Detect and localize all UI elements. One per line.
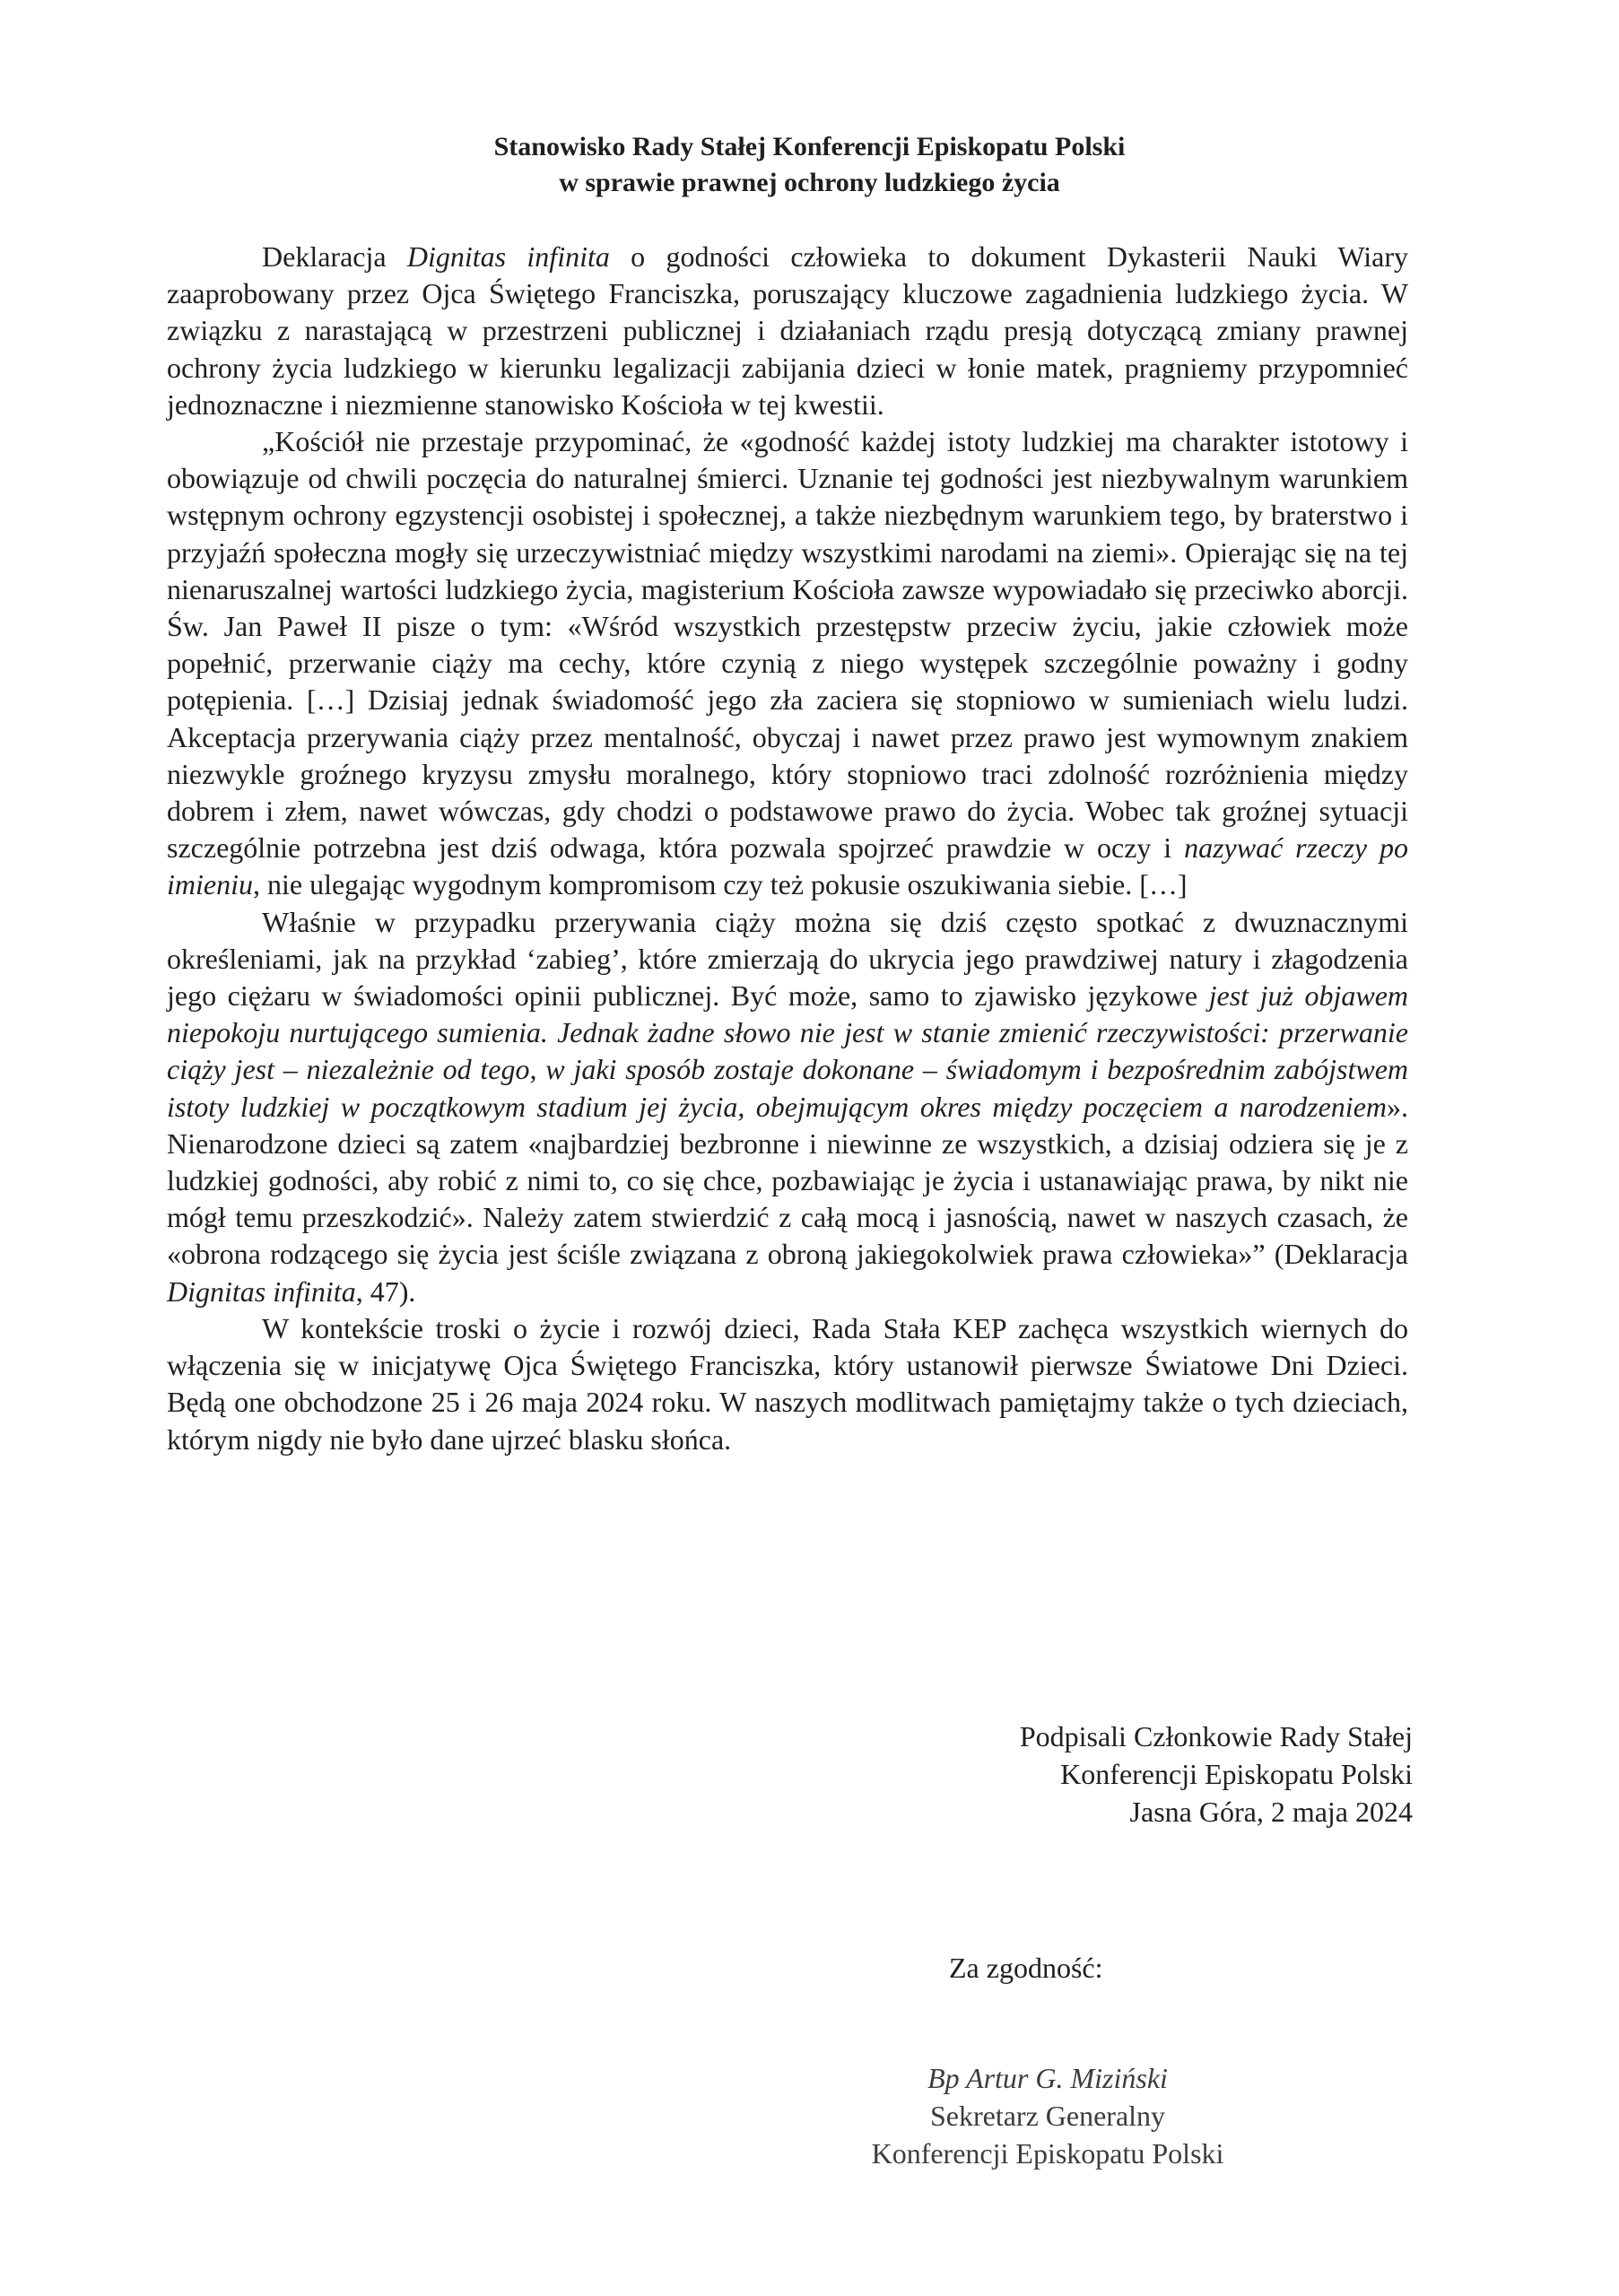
- secretary-block: [796, 2059, 1299, 2172]
- text-run: ». Nienarodzone dzieci są zatem «najbardziej bezbronne i niewinne ze wszystkich, a dzisiaj odziera się je z ludzkiej godności, aby robić z nimi to, co się chce, pozbawiając je życia i ustanawiając prawa, by nikt nie mógł temu przeszkodzić». Należy zatem stwierdzić z całą mocą i jasnością, nawet w naszych czasach, że «obrona rodzącego się życia jest ściśle związana z obroną jakiegokolwiek prawa człowieka»” (Deklaracja: [167, 1090, 1408, 1271]
- text-run: Deklaracja: [262, 240, 407, 273]
- attestation-label: Za zgodność:: [949, 1952, 1103, 1984]
- signature-block: [1020, 1718, 1413, 1831]
- text-run: „Kościół nie przestaje przypominać, że «godność każdej istoty ludzkiej ma charakter istotowy i obowiązuje od chwili poczęcia do naturalnej śmierci. Uznanie tej godności jest niezbywalnym warunkiem wstępnym ochrony egzystencji osobistej i społecznej, a także niezbędnym warunkiem tego, by braterstwo i przyjaźń społeczna mogły się urzeczywistniać między wszystkimi narodami na ziemi». Opierając się na tej nienaruszalnej wartości ludzkiego życia, magisterium Kościoła zawsze wypowiadało się przeciwko aborcji. Św. Jan Paweł II pisze o tym: «Wśród wszystkich przestępstw przeciw życiu, jakie człowiek może popełnić, przerwanie ciąży ma cechy, które czynią z niego występek szczególnie poważny i godny potępienia. […] Dzisiaj jednak świadomość jego zła zaciera się stopniowo w sumieniach wielu ludzi. Akceptacja przerywania ciąży przez mentalność, obyczaj i nawet przez prawo jest wymownym znakiem niezwykle groźnego kryzysu zmysłu moralnego, który stopniowo traci zdolność rozróżnienia między dobrem i złem, nawet wówczas, gdy chodzi o podstawowe prawo do życia. Wobec tak groźnej sytuacji szczególnie potrzebna jest dziś odwaga, która pozwala spojrzeć prawdzie w oczy i: [167, 425, 1408, 865]
- signature-line-1: Podpisali Członkowie Rady Stałej: [1019, 1720, 1413, 1752]
- italic-text-run: Dignitas infinita: [167, 1274, 356, 1308]
- document-title: [0, 129, 1619, 201]
- text-run: , nie ulegając wygodnym kompromisom czy też pokusie oszukiwania siebie. […]: [252, 868, 1188, 901]
- secretary-name: Bp Artur G. Miziński: [927, 2062, 1168, 2094]
- secretary-organization: Konferencji Episkopatu Polski: [871, 2137, 1224, 2170]
- title-line-2: w sprawie prawnej ochrony ludzkiego życia: [559, 168, 1060, 197]
- paragraph-2: [167, 423, 1408, 904]
- title-line-1: Stanowisko Rady Stałej Konferencji Episkopatu Polski: [493, 132, 1126, 161]
- italic-text-run: jest już objawem niepokoju nurtującego sumienia. Jednak żadne słowo nie jest w stanie zmienić rzeczywistości: przerwanie ciąży jest – niezależnie od tego, w jaki sposób zostaje dokonane – świadomym i bezpośrednim zabójstwem istoty ludzkiej w początkowym stadium jej życia, obejmującym okres między poczęciem a narodzeniem: [167, 979, 1409, 1123]
- text-run: W kontekście troski o życie i rozwój dzieci, Rada Stała KEP zachęca wszystkich wiernych do włączenia się w inicjatywę Ojca Świętego Franciszka, który ustanowił pierwsze Światowe Dni Dzieci. Będą one obchodzone 25 i 26 maja 2024 roku. W naszych modlitwach pamiętajmy także o tych dzieciach, którym nigdy nie było dane ujrzeć blasku słońca.: [167, 1311, 1408, 1456]
- paragraph-1: [167, 239, 1408, 423]
- italic-text-run: nazywać rzeczy po imieniu: [167, 831, 1409, 901]
- text-run: Właśnie w przypadku przerywania ciąży można się dziś często spotkać z dwuznacznymi określeniami, jak na przykład ‘zabieg’, które zmierzają do ukrycia jego prawdziwej natury i złagodzenia jego ciężaru w świadomości opinii publicznej. Być może, samo to zjawisko językowe: [167, 905, 1408, 1013]
- text-run: o godności człowieka to dokument Dykasterii Nauki Wiary zaaprobowany przez Ojca Świętego Franciszka, poruszający kluczowe zagadnienia ludzkiego życia. W związku z narastającą w przestrzeni publicznej i działaniach rządu presją dotyczącą zmiany prawnej ochrony życia ludzkiego w kierunku legalizacji zabijania dzieci w łonie matek, pragniemy przypomnieć jednoznaczne i niezmienne stanowisko Kościoła w tej kwestii.: [167, 240, 1409, 421]
- paragraph-3: [167, 904, 1408, 1310]
- paragraph-4: [167, 1310, 1408, 1458]
- secretary-role: Sekretarz Generalny: [929, 2100, 1166, 2132]
- signature-line-2: Konferencji Episkopatu Polski: [1060, 1758, 1413, 1790]
- italic-text-run: Dignitas infinita: [406, 240, 610, 273]
- document-body: [167, 239, 1408, 1458]
- text-run: , 47).: [355, 1274, 416, 1308]
- signature-date: Jasna Góra, 2 maja 2024: [1129, 1796, 1413, 1828]
